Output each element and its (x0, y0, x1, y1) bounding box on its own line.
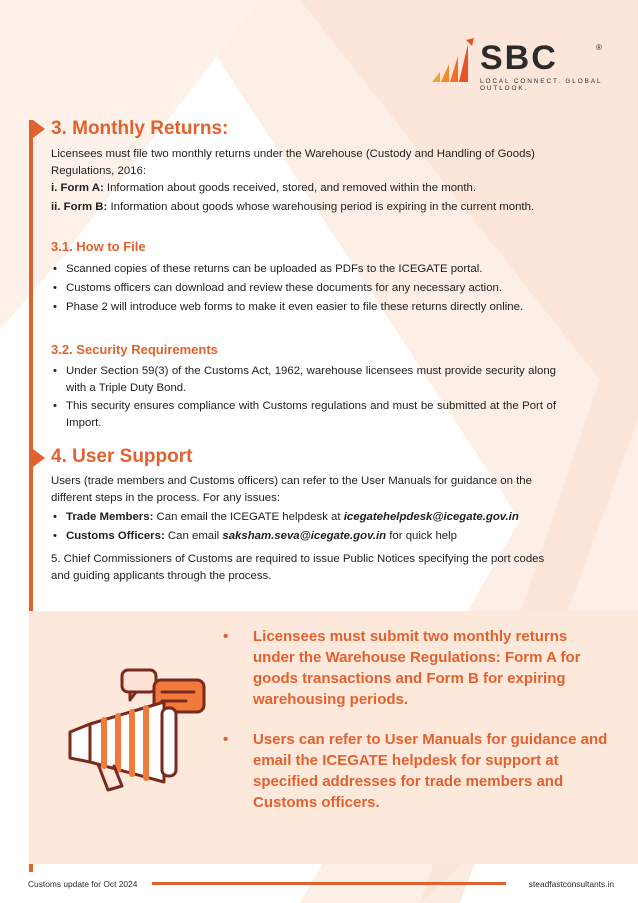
customs-officers-suffix: for quick help (389, 530, 457, 542)
trade-members-text: Can email the ICEGATE helpdesk at (156, 511, 341, 523)
form-b-label: ii. Form B: (51, 201, 108, 213)
security-requirements-title: 3.2. Security Requirements (51, 342, 218, 357)
how-to-file-title: 3.1. How to File (51, 239, 146, 254)
customs-officers-label: Customs Officers: (66, 530, 165, 542)
logo-wordmark: SBC (480, 39, 558, 77)
section-marker-icon (33, 449, 45, 467)
customs-officers-text: Can email (167, 530, 220, 542)
customs-officers-item (51, 528, 556, 545)
how-to-file-item: • Phase 2 will introduce web forms to make it even easier to file these returns directly online. (51, 299, 556, 316)
how-to-file-item: • Customs officers can download and review these documents for any necessary action. (51, 280, 556, 297)
form-b-line (51, 199, 556, 216)
section-4-intro: Users (trade members and Customs officers) can refer to the User Manuals for guidance on the different steps in the process. For any issues: (51, 475, 532, 504)
footer-website-link[interactable]: steadfastconsultants.in (528, 879, 614, 889)
form-a-text: Information about goods received, stored, and removed within the month. (106, 182, 477, 194)
form-a-line (51, 180, 556, 197)
how-to-file-item: • Scanned copies of these returns can be uploaded as PDFs to the ICEGATE portal. (51, 261, 556, 278)
callout-bullet: • Users can refer to User Manuals for guidance and email the ICEGATE helpdesk for support at specified addresses for trade members and Customs officers. (221, 729, 611, 813)
section-4-title: 4. User Support (51, 446, 193, 467)
megaphone-icon (60, 662, 210, 797)
section-3-intro: Licensees must file two monthly returns under the Warehouse (Custody and Handling of Goods) Regulations, 2016: (51, 148, 535, 177)
trade-members-label: Trade Members: (66, 511, 154, 523)
security-item: • Under Section 59(3) of the Customs Act, 1962, warehouse licensees must provide security along with a Triple Duty Bond. (51, 363, 556, 397)
registered-mark: ® (596, 43, 602, 52)
footer-update-label: Customs update for Oct 2024 (28, 879, 138, 889)
footer-divider (152, 882, 506, 885)
form-b-text: Information about goods whose warehousing period is expiring in the current month. (110, 201, 535, 213)
section-5-note: 5. Chief Commissioners of Customs are required to issue Public Notices specifying the port codes and guiding applicants through the process. (51, 553, 545, 582)
trade-members-email-link[interactable]: icegatehelpdesk@icegate.gov.in (343, 511, 519, 523)
callout-bullet: • Licensees must submit two monthly returns under the Warehouse Regulations: Form A for goods transactions and Form B for expiring warehousing periods. (221, 626, 611, 710)
security-item: • This security ensures compliance with Customs regulations and must be submitted at the Port of Import. (51, 398, 556, 432)
growth-bars-icon (432, 38, 474, 82)
section-marker-icon (33, 120, 45, 138)
logo-tagline: LOCAL CONNECT. GLOBAL OUTLOOK. (480, 78, 603, 92)
form-a-label: i. Form A: (51, 182, 104, 194)
trade-members-item (51, 509, 556, 526)
customs-officers-email-link[interactable]: saksham.seva@icegate.gov.in (222, 530, 387, 542)
section-3-title: 3. Monthly Returns: (51, 118, 229, 139)
